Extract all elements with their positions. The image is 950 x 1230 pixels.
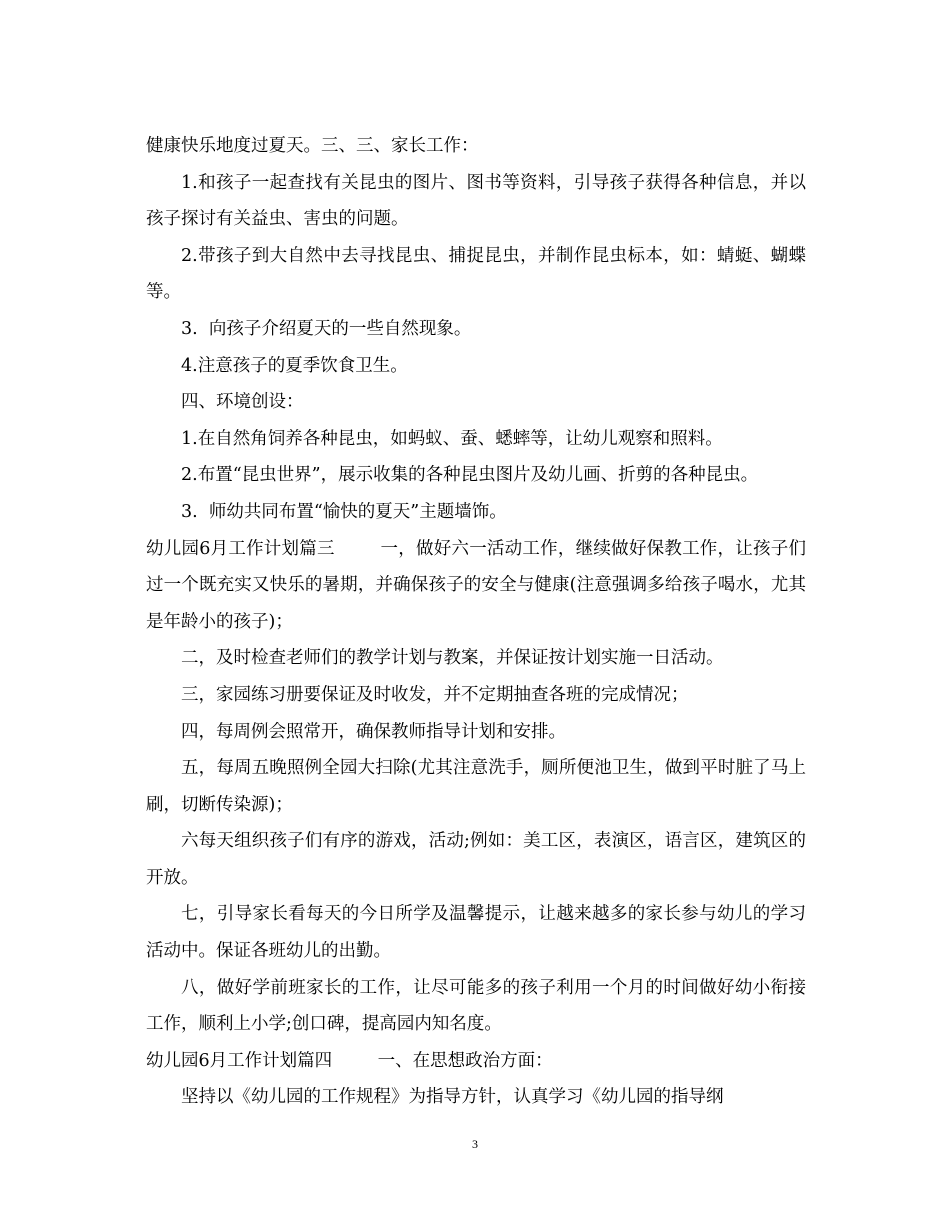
document-body (146, 128, 806, 1116)
section-heading: 幼儿园6月工作计划篇三 (146, 538, 335, 559)
paragraph: 四、环境创设： (181, 392, 304, 413)
section-paragraph (146, 1043, 806, 1080)
paragraph: 健康快乐地度过夏天。三、三、家长工作： (146, 136, 479, 156)
paragraph: 七，引导家长看每天的今日所学及温馨提示，让越来越多的家长参与幼儿的学习活动中。保证各班幼儿的出勤。 (146, 904, 806, 962)
section-text: 一，做好六一活动工作，继续做好保教工作，让孩子们过一个既充实又快乐的暑期，并确保孩子的安全与健康(注意强调多给孩子喝水，尤其是年龄小的孩子)； (146, 538, 806, 632)
paragraph: 八，做好学前班家长的工作，让尽可能多的孩子利用一个月的时间做好幼小衔接工作，顺利上小学;创口碑，提高园内知名度。 (146, 977, 806, 1035)
paragraph: 2.带孩子到大自然中去寻找昆虫、捕捉昆虫，并制作昆虫标本，如：蜻蜓、蝴蝶等。 (146, 245, 806, 303)
paragraph: 1.在自然角饲养各种昆虫，如蚂蚁、蚕、蟋蟀等，让幼儿观察和照料。 (181, 428, 723, 449)
paragraph: 四，每周例会照常开，确保教师指导计划和安排。 (181, 721, 566, 742)
paragraph: 坚持以《幼儿园的工作规程》为指导方针，认真学习《幼儿园的指导纲 (181, 1087, 724, 1108)
paragraph: 二，及时检查老师们的教学计划与教案，并保证按计划实施一日活动。 (181, 648, 724, 669)
section-text: 一、在思想政治方面： (377, 1050, 553, 1071)
paragraph: 2.布置“昆虫世界”，展示收集的各种昆虫图片及幼儿画、折剪的各种昆虫。 (181, 465, 759, 486)
paragraph: 3. 师幼共同布置“愉快的夏天”主题墙饰。 (181, 501, 507, 522)
paragraph: 4.注意孩子的夏季饮食卫生。 (181, 355, 408, 376)
paragraph: 3. 向孩子介绍夏天的一些自然现象。 (181, 318, 472, 339)
paragraph: 五，每周五晚照例全园大扫除(尤其注意洗手，厕所便池卫生，做到平时脏了马上刷，切断传染源)； (146, 758, 806, 815)
paragraph: 三，家园练习册要保证及时收发，并不定期抽查各班的完成情况； (181, 684, 689, 705)
section-heading: 幼儿园6月工作计划篇四 (146, 1050, 333, 1071)
paragraph: 1.和孩子一起查找有关昆虫的图片、图书等资料，引导孩子获得各种信息，并以孩子探讨有关益虫、害虫的问题。 (146, 172, 806, 230)
section-paragraph (146, 531, 806, 641)
page-number: 3 (472, 1137, 478, 1151)
paragraph: 六每天组织孩子们有序的游戏，活动;例如：美工区，表演区，语言区，建筑区的开放。 (146, 831, 806, 888)
